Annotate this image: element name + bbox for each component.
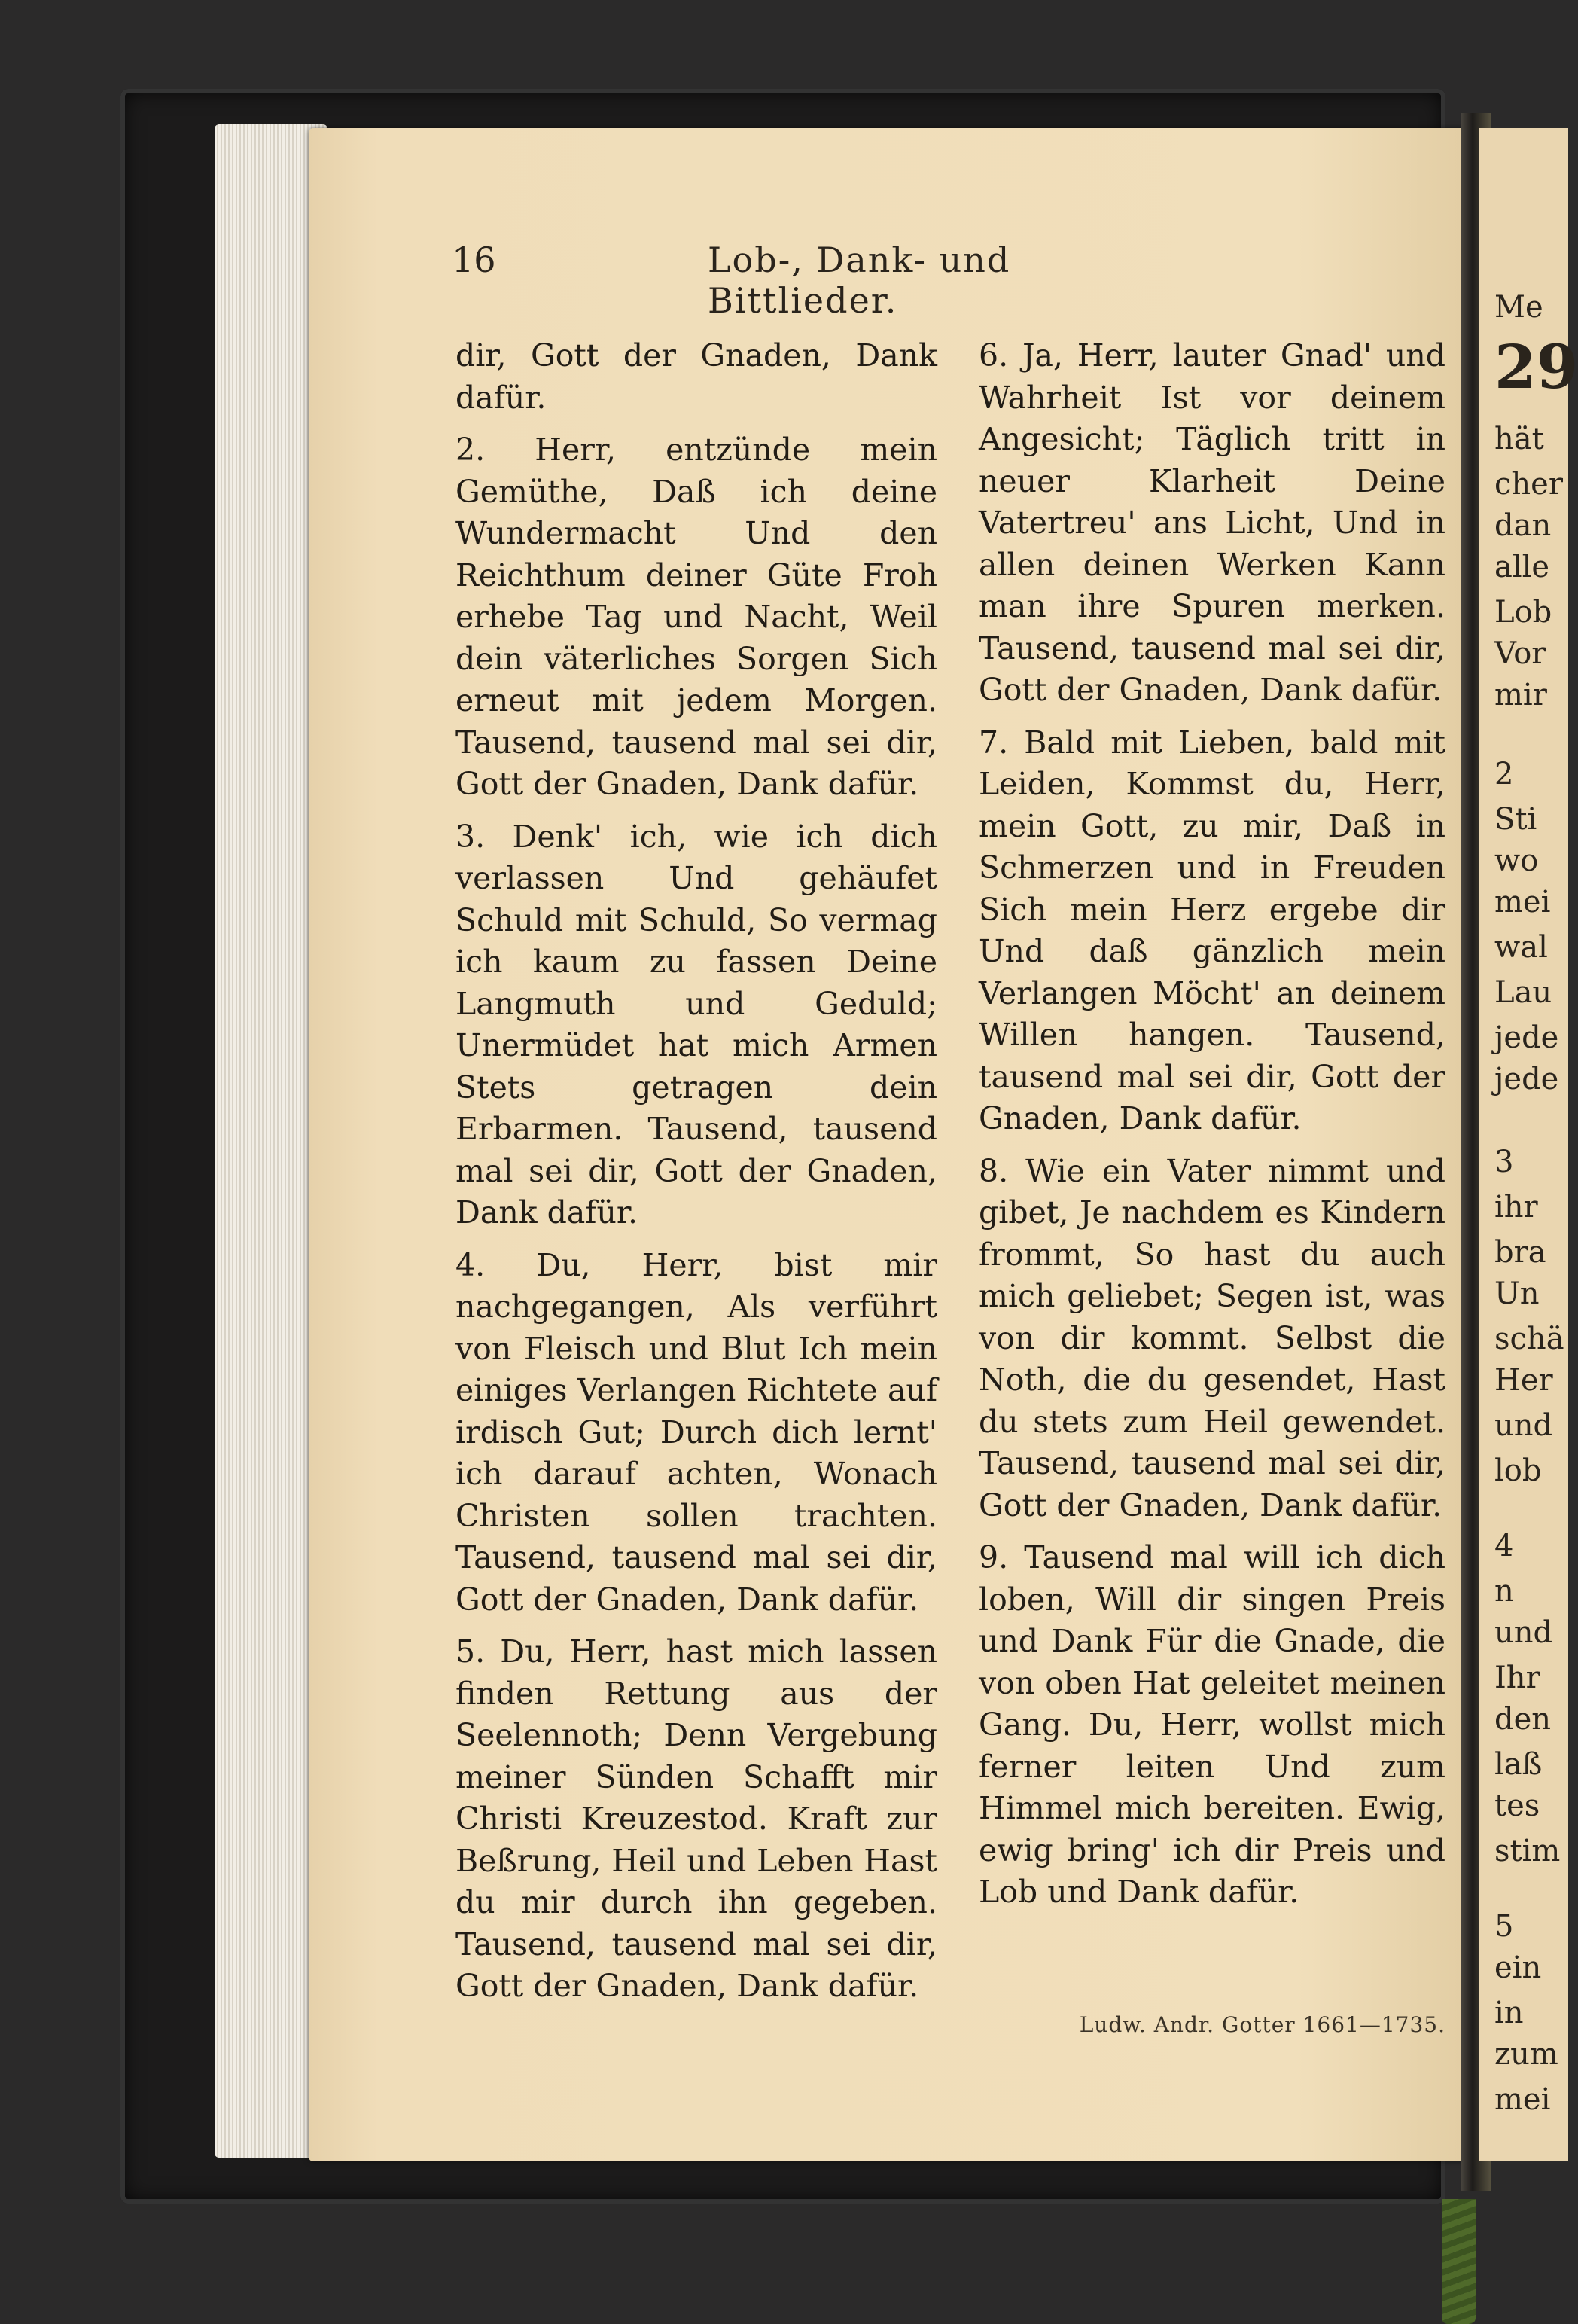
running-head: Lob-, Dank- und Bittlieder.: [708, 239, 1011, 321]
facing-page-fragment: cher: [1494, 467, 1563, 502]
facing-page-fragment: Ihr: [1494, 1661, 1540, 1695]
facing-page-fragment: Me: [1494, 290, 1543, 325]
facing-page-fragment: 4: [1494, 1529, 1514, 1563]
facing-page-fragment: in: [1494, 1996, 1524, 2030]
page-header: [452, 239, 1190, 321]
facing-page-fragment: den: [1494, 1702, 1552, 1737]
verse-6: 6. Ja, Herr, lauter Gnad' und Wahrheit Ist vor deinem Angesicht; Täglich tritt in neuer Klarheit Deine Vatertreu' ans Licht, Und in allen deinen Werken Kann man ihre Spuren merken. Tausend, tausend mal sei dir, Gott der Gnaden, Dank dafür.: [979, 337, 1445, 708]
facing-page-fragment: Lob: [1494, 595, 1552, 630]
facing-page-fragment: alle: [1494, 550, 1550, 584]
verse-2: 2. Herr, entzünde mein Gemüthe, Daß ich deine Wundermacht Und den Reichthum deiner Güte Froh erhebe Tag und Nacht, Weil dein väterliches Sorgen Sich erneut mit jedem Morgen. Tausend, tausend mal sei dir, Gott der Gnaden, Dank dafür.: [455, 432, 937, 802]
facing-page-fragment: 2: [1494, 757, 1514, 791]
facing-page-fragment: ihr: [1494, 1190, 1538, 1225]
verse-5: 5. Du, Herr, hast mich lassen finden Rettung aus der Seelennoth; Denn Vergebung meiner Sünden Schafft mir Christi Kreuzestod. Kraft zur Beßrung, Heil und Leben Hast du mir durch ihn gegeben. Tausend, tausend mal sei dir, Gott der Gnaden, Dank dafür.: [455, 1633, 937, 2004]
facing-page-fragment: und: [1494, 1408, 1553, 1443]
verse-8: 8. Wie ein Vater nimmt und gibet, Je nachdem es Kindern frommt, So hast du auch mich geliebet; Segen ist, was von dir kommt. Selbst die Noth, die du gesendet, Hast du stets zum Heil gewendet. Tausend, tausend mal sei dir, Gott der Gnaden, Dank dafür.: [979, 1152, 1445, 1523]
facing-page-fragment: 29: [1494, 331, 1578, 402]
facing-page-fragment: schä: [1494, 1322, 1564, 1356]
facing-page-fragment: zum: [1494, 2037, 1558, 2072]
facing-page-fragment: dan: [1494, 508, 1552, 543]
facing-page-fragment: tes: [1494, 1789, 1540, 1823]
facing-page-fragment: hät: [1494, 422, 1544, 456]
page-number: 16: [452, 239, 496, 280]
author-attribution: Ludw. Andr. Gotter 1661—1735.: [1079, 2012, 1445, 2037]
facing-page-fragment: Un: [1494, 1276, 1540, 1311]
facing-page-fragment: Lau: [1494, 975, 1552, 1010]
facing-page-edge: [1479, 128, 1578, 2161]
facing-page-fragment: Vor: [1494, 636, 1546, 671]
verse-1-ending: dir, Gott der Gnaden, Dank dafür.: [455, 337, 937, 416]
facing-page-fragment: laß: [1494, 1747, 1543, 1782]
facing-page-fragment: Her: [1494, 1363, 1553, 1398]
facing-page-fragment: jede: [1494, 1020, 1559, 1055]
right-column: [979, 335, 1445, 1924]
facing-page-fragment: Sti: [1494, 802, 1537, 837]
facing-page-fragment: mei: [1494, 2082, 1551, 2117]
facing-page-fragment: ein: [1494, 1950, 1542, 1985]
bookmark-ribbon: [1442, 2199, 1476, 2324]
verse-7: 7. Bald mit Lieben, bald mit Leiden, Kommst du, Herr, mein Gott, zu mir, Daß in Schmerzen und in Freuden Sich mein Herz ergebe dir Und daß gänzlich mein Verlangen Möcht' an deinem Willen hangen. Tausend, tausend mal sei dir, Gott der Gnaden, Dank dafür.: [979, 724, 1445, 1136]
facing-page-fragment: n: [1494, 1574, 1514, 1609]
facing-page-fragment: jede: [1494, 1062, 1559, 1096]
facing-page-fragment: mei: [1494, 885, 1551, 920]
facing-page-fragment: lob: [1494, 1453, 1542, 1488]
facing-page-fragment: und: [1494, 1615, 1553, 1650]
facing-page-fragment: bra: [1494, 1235, 1546, 1270]
facing-page-fragment: 3: [1494, 1145, 1514, 1179]
verse-9: 9. Tausend mal will ich dich loben, Will dir singen Preis und Dank Für die Gnade, die von oben Hat geleitet meinen Gang. Du, Herr, wollst mich ferner leiten Und zum Himmel mich bereiten. Ewig, ewig bring' ich dir Preis und Lob und Dank dafür.: [979, 1539, 1445, 1910]
facing-page-fragment: 5: [1494, 1909, 1514, 1944]
facing-page-fragment: wal: [1494, 930, 1548, 965]
verse-4: 4. Du, Herr, bist mir nachgegangen, Als verführt von Fleisch und Blut Ich mein einiges Verlangen Richtete auf irdisch Gut; Durch dich lernt' ich darauf achten, Wonach Christen sollen trachten. Tausend, tausend mal sei dir, Gott der Gnaden, Dank dafür.: [455, 1246, 937, 1618]
left-column: [455, 335, 937, 2018]
facing-page-fragment: stim: [1494, 1834, 1561, 1868]
facing-page-fragment: wo: [1494, 843, 1539, 878]
facing-page-fragment: mir: [1494, 678, 1547, 712]
verse-3: 3. Denk' ich, wie ich dich verlassen Und gehäufet Schuld mit Schuld, So vermag ich kaum zu fassen Deine Langmuth und Geduld; Unermüdet hat mich Armen Stets getragen dein Erbarmen. Tausend, tausend mal sei dir, Gott der Gnaden, Dank dafür.: [455, 818, 937, 1231]
